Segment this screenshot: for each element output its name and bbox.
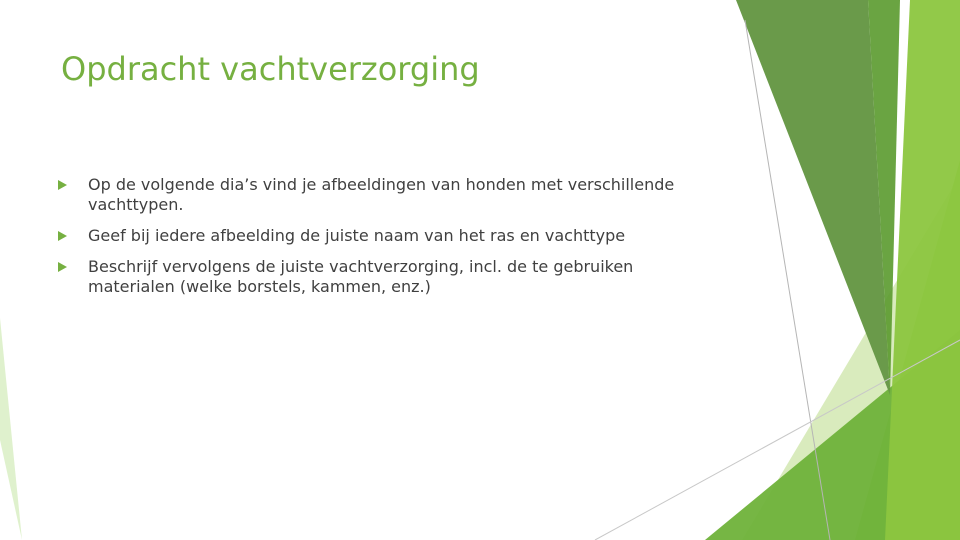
right-triangle-bullet-icon (58, 180, 67, 190)
bullet-item (58, 257, 698, 297)
olive-green-facet (736, 0, 890, 395)
bullet-item (58, 226, 698, 246)
bullet-text: Beschrijf vervolgens de juiste vachtverzorging, incl. de te gebruiken materialen (welke borstels, kammen, enz.) (88, 257, 634, 296)
bullet-text: Op de volgende dia’s vind je afbeeldingen van honden met verschillende vachttypen. (88, 175, 675, 214)
bullet-text: Geef bij iedere afbeelding de juiste naam van het ras en vachttype (88, 226, 626, 245)
right-triangle-bullet-icon (58, 231, 67, 241)
slide-title: Opdracht vachtverzorging (61, 50, 480, 88)
left-edge-facet (0, 318, 22, 540)
right-triangle-bullet-icon (58, 262, 67, 272)
bullet-list (58, 175, 698, 297)
bullet-item (58, 175, 698, 215)
